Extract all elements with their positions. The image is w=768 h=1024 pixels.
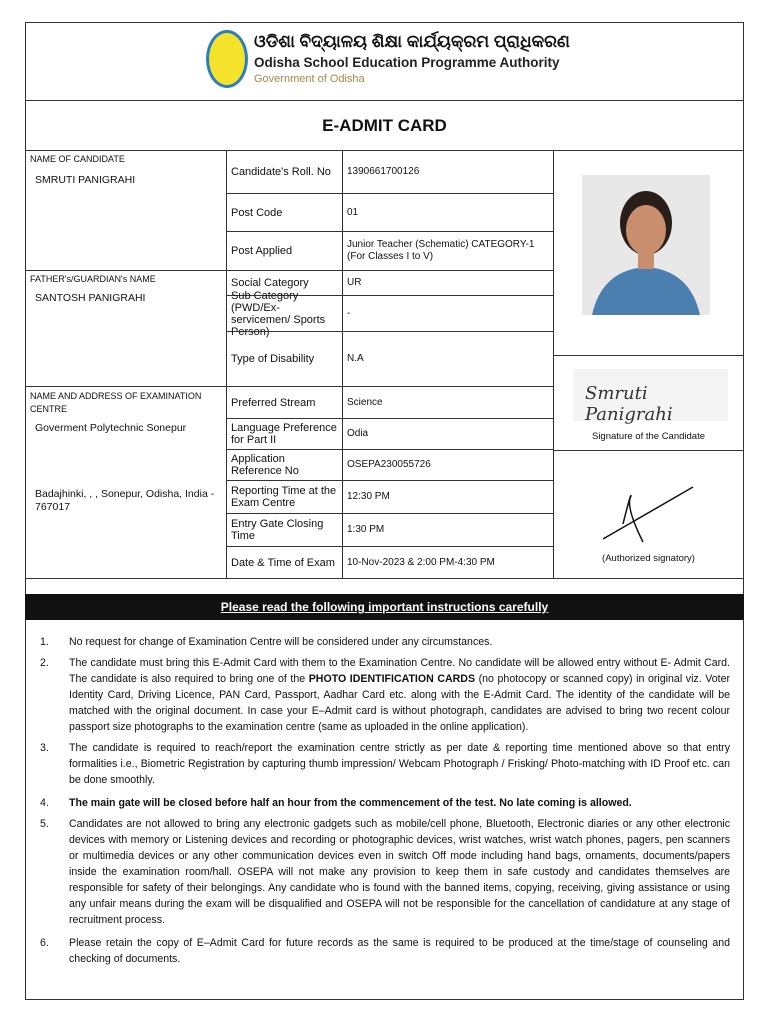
signature-cell: [553, 355, 744, 451]
instruction-post: (no photocopy or scanned copy) in original viz. Voter Identity Card, Driving Licence, PAN Card, Passport, Aadhar Card etc. along with the E-Admit Card. The identity of the candidate will be matched with the original document. In case your E–Admit card is without photograph, candidates are advised to bring two recent colour passport size photographs to the examination centre (same as uploaded in the online application).: [69, 673, 730, 733]
instruction-number: 5.: [40, 818, 49, 830]
org-name: Odisha School Education Programme Authority: [254, 55, 560, 70]
instruction-number: 1.: [40, 636, 49, 648]
row-value: 1390661700126: [342, 150, 554, 194]
row-value: OSEPA230055726: [342, 449, 554, 481]
instruction-item: [40, 740, 730, 788]
row-label: Application Reference No: [226, 449, 343, 481]
osepa-logo: [206, 30, 248, 88]
row-label: Post Applied: [226, 231, 343, 271]
row-value: Junior Teacher (Schematic) CATEGORY-1 (For Classes I to V): [342, 231, 554, 271]
instruction-text: The candidate is required to reach/report the examination centre strictly as per date & reporting time mentioned above so that entry formalities i.e., Biometric Registration by capturing thumb impression/ Webcam Photograph / Frisking/ Photo-matching with ID Proof etc. can be done smoothly.: [69, 742, 730, 786]
father-label: FATHER's/GUARDIAN's NAME: [30, 274, 156, 284]
instructions-header: Please read the following important instructions carefully: [25, 594, 744, 620]
row-value: 01: [342, 193, 554, 232]
instruction-number: 6.: [40, 937, 49, 949]
row-value: -: [342, 295, 554, 332]
row-label: Sub Category (PWD/Ex-servicemen/ Sports Person): [226, 295, 343, 332]
row-value: UR: [342, 270, 554, 296]
authorized-signature: [603, 484, 703, 544]
row-value: 12:30 PM: [342, 480, 554, 514]
instruction-number: 4.: [40, 797, 49, 809]
candidate-label: NAME OF CANDIDATE: [30, 154, 125, 164]
instruction-number: 3.: [40, 742, 49, 754]
instruction-number: 2.: [40, 657, 49, 669]
instruction-item: [40, 634, 730, 650]
row-value: Odia: [342, 418, 554, 450]
row-value: Science: [342, 386, 554, 419]
authorized-cell: [553, 450, 744, 579]
instruction-text: The main gate will be closed before half an hour from the commencement of the test. No late coming is allowed.: [69, 797, 632, 809]
row-label: Social Category: [226, 270, 343, 296]
father-name: SANTOSH PANIGRAHI: [35, 292, 146, 304]
centre-address: Badajhinki, , , Sonepur, Odisha, India - 767017: [35, 488, 215, 513]
govt-label: Government of Odisha: [254, 73, 365, 85]
centre-cell: [25, 386, 227, 579]
row-label: Reporting Time at the Exam Centre: [226, 480, 343, 514]
instruction-item: [40, 795, 730, 811]
row-label: Type of Disability: [226, 331, 343, 387]
authorized-label: (Authorized signatory): [602, 553, 695, 564]
instruction-bold: PHOTO IDENTIFICATION CARDS: [308, 673, 476, 685]
candidate-signature: Smruti Panigrahi: [573, 369, 728, 421]
row-value: N.A: [342, 331, 554, 387]
odia-title: ଓଡିଶା ବିଦ୍ୟାଳୟ ଶିକ୍ଷା କାର୍ଯ୍ୟକ୍ରମ ପ୍ରାଧିକରଣ: [254, 32, 570, 51]
centre-name: Goverment Polytechnic Sonepur: [35, 422, 187, 434]
candidate-cell: [25, 150, 227, 271]
candidate-photo: [582, 175, 710, 315]
instruction-pre: The candidate must bring this E-Admit Card with them to the Examination Centre. No candidate will be allowed entry without E- Admit Card. The candidate is also required to bring one of the: [69, 657, 730, 685]
centre-label: NAME AND ADDRESS OF EXAMINATION CENTRE: [30, 391, 202, 414]
row-label: Post Code: [226, 193, 343, 232]
instruction-item: [40, 816, 730, 928]
instruction-text: Please retain the copy of E–Admit Card for future records as the same is required to be produced at the time/stage of counseling and checking of documents.: [69, 937, 730, 965]
candidate-name: SMRUTI PANIGRAHI: [35, 174, 136, 186]
row-value: 10-Nov-2023 & 2:00 PM-4:30 PM: [342, 546, 554, 579]
father-cell: [25, 270, 227, 387]
row-label: Entry Gate Closing Time: [226, 513, 343, 547]
instruction-item: [40, 935, 730, 967]
page-title: E-ADMIT CARD: [322, 116, 447, 135]
row-label: Candidate's Roll. No: [226, 150, 343, 194]
row-value: 1:30 PM: [342, 513, 554, 547]
row-label: Date & Time of Exam: [226, 546, 343, 579]
instruction-text: Candidates are not allowed to bring any electronic gadgets such as mobile/cell phone, Bluetooth, Electronic diaries or any other electronic devices with memory or Listening devices and recording or photographic devices, wrist watches, wrist watch phones, pagers, pen scanners or multimedia devices or any other communication devices even in switch Off mode including hand bags, ornaments, documents/papers inside the examination room/hall. OSEPA will not make any provision to keep them in safe custody and candidates themselves are responsible for safety of their belongings. Any candidate who is found with the banned items, copying, receiving, giving assistance or using any unfair means during the exam will be disqualified and OSEPA will not be responsible for the cancellation of candidature at any stage of recruitment process.: [69, 818, 730, 926]
row-label: Language Preference for Part II: [226, 418, 343, 450]
row-label: Preferred Stream: [226, 386, 343, 419]
instruction-text: [69, 655, 730, 735]
signature-caption: Signature of the Candidate: [591, 431, 706, 442]
instruction-text: No request for change of Examination Centre will be considered under any circumstances.: [69, 636, 493, 648]
instruction-item: [40, 655, 730, 735]
